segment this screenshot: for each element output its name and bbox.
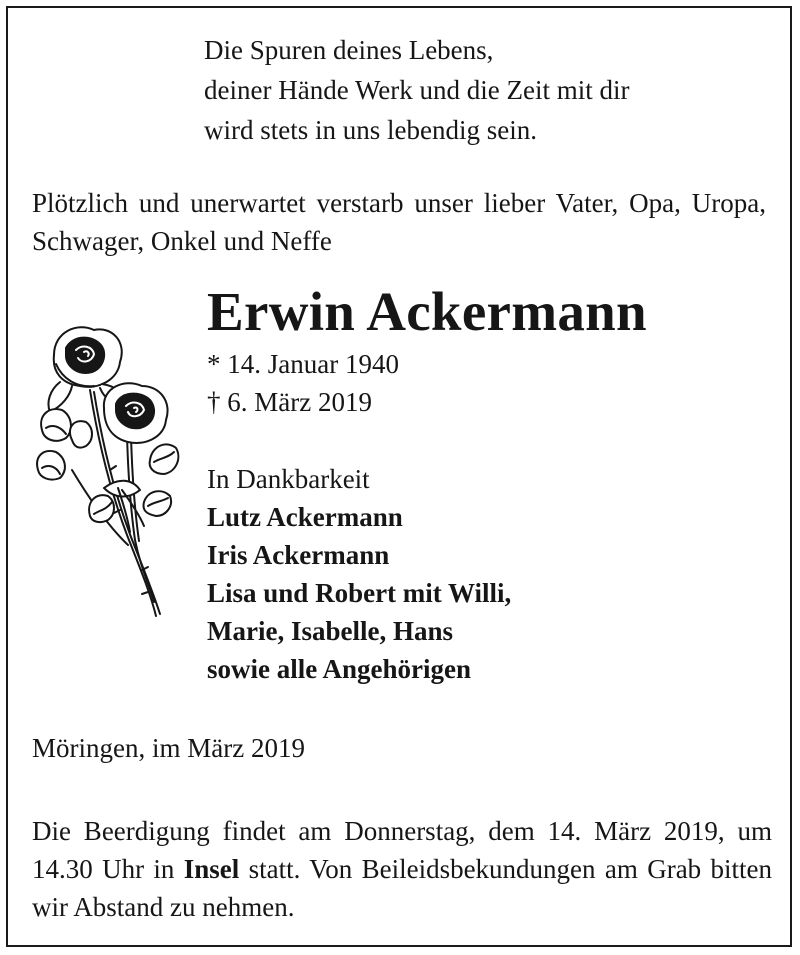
mourner-name: Iris Ackermann: [207, 540, 390, 570]
funeral-text-part: Die Beerdigung findet am Donnerstag, dem 14. März 2019, um 14.30 Uhr in: [32, 816, 772, 884]
announcement-text: Plötzlich und unerwartet verstarb unser lieber Vater, Opa, Uropa, Schwager, Onkel und Neffe: [32, 188, 766, 256]
funeral-location: Insel: [183, 854, 240, 884]
death-date: † 6. März 2019: [207, 387, 372, 417]
life-dates: [207, 345, 399, 421]
deceased-name: Erwin Ackermann: [207, 281, 647, 342]
mourner-name: Lisa und Robert mit Willi,: [207, 578, 512, 608]
mourner-name: sowie alle Angehörigen: [207, 654, 471, 684]
roses-illustration-icon: [32, 320, 182, 625]
funeral-notice: [32, 812, 772, 926]
motto-line: wird stets in uns lebendig sein.: [204, 115, 537, 145]
memorial-motto: [204, 30, 629, 150]
motto-line: deiner Hände Werk und die Zeit mit dir: [204, 75, 630, 105]
place-and-date: Möringen, im März 2019: [32, 733, 305, 763]
motto-line: Die Spuren deines Lebens,: [204, 35, 494, 65]
birth-date: * 14. Januar 1940: [207, 349, 399, 379]
mourner-name: Marie, Isabelle, Hans: [207, 616, 453, 646]
mourners-block: [207, 460, 511, 688]
funeral-text-part: statt. Von Beileidsbekundungen am Grab bitten wir Abstand zu nehmen.: [32, 854, 772, 922]
mourners-heading: In Dankbarkeit: [207, 464, 370, 494]
mourner-name: Lutz Ackermann: [207, 502, 403, 532]
